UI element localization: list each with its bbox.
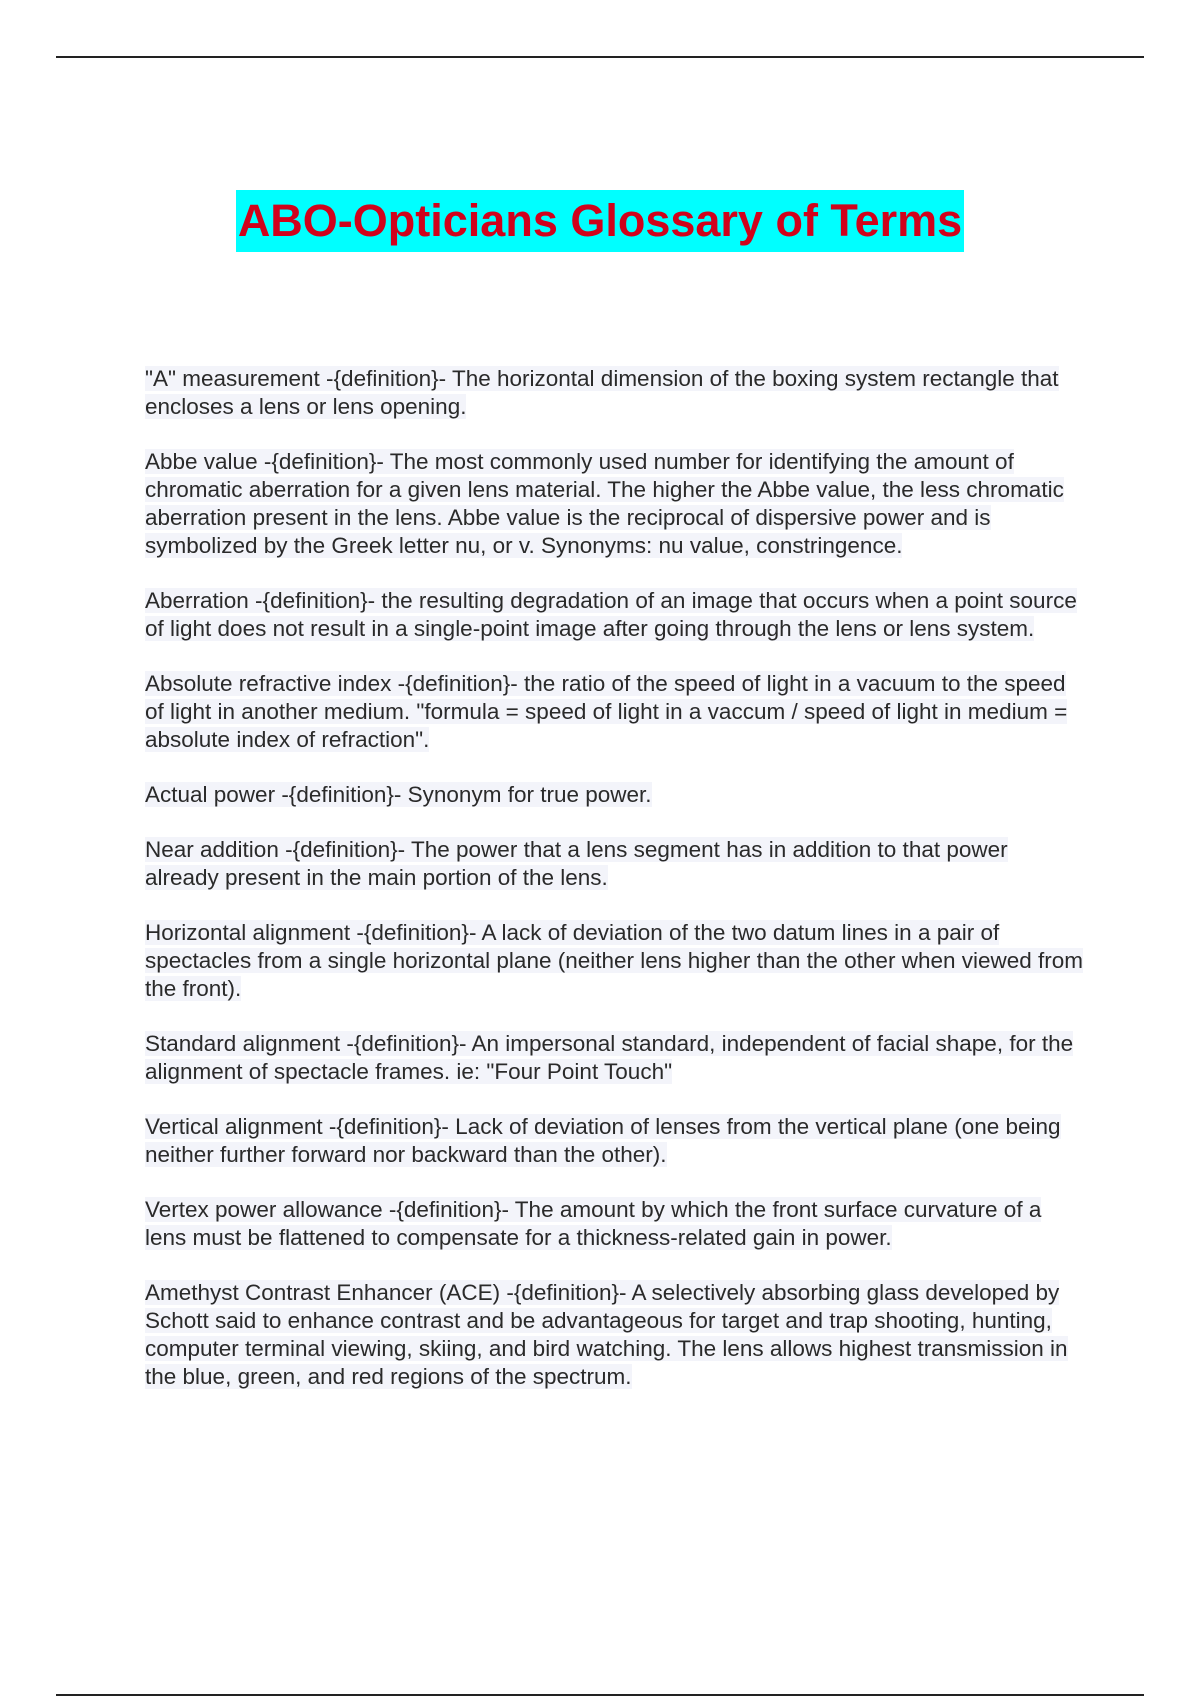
glossary-entry [145,1030,1085,1086]
glossary-entry [145,670,1085,754]
glossary-entry-text: Horizontal alignment -{definition}- A lack of deviation of the two datum lines in a pair of spectacles from a single horizontal plane (neither lens higher than the other when viewed from the front). [145,920,1084,1001]
glossary-entry-text: Vertical alignment -{definition}- Lack of deviation of lenses from the vertical plane (one being neither further forward nor backward than the other). [145,1114,1061,1167]
glossary-entry-text: Abbe value -{definition}- The most commonly used number for identifying the amount of chromatic aberration for a given lens material. The higher the Abbe value, the less chromatic aberration present in the lens. Abbe value is the reciprocal of dispersive power and is symbolized by the Greek letter nu, or v. Synonyms: nu value, constringence. [145,449,1064,558]
glossary-entry-text: Actual power -{definition}- Synonym for true power. [145,782,652,807]
bottom-rule [56,1694,1144,1696]
glossary-entry [145,587,1085,643]
glossary-entry-text: Absolute refractive index -{definition}- the ratio of the speed of light in a vacuum to the speed of light in another medium. "formula = speed of light in a vaccum / speed of light in medium = absolute index of refraction". [145,671,1068,752]
glossary-list [145,365,1085,1418]
glossary-entry [145,781,1085,809]
glossary-entry-text: Vertex power allowance -{definition}- The amount by which the front surface curvature of a lens must be flattened to compensate for a thickness-related gain in power. [145,1197,1042,1250]
glossary-entry [145,836,1085,892]
glossary-entry [145,365,1085,421]
top-rule [56,56,1144,58]
glossary-entry-text: "A" measurement -{definition}- The horizontal dimension of the boxing system rectangle that encloses a lens or lens opening. [145,366,1059,419]
glossary-entry-text: Amethyst Contrast Enhancer (ACE) -{definition}- A selectively absorbing glass developed by Schott said to enhance contrast and be advantageous for target and trap shooting, hunting, computer terminal viewing, skiing, and bird watching. The lens allows highest transmission in the blue, green, and red regions of the spectrum. [145,1280,1068,1389]
glossary-entry [145,919,1085,1003]
glossary-entry-text: Aberration -{definition}- the resulting degradation of an image that occurs when a point source of light does not result in a single-point image after going through the lens or lens system. [145,588,1077,641]
glossary-entry-text: Near addition -{definition}- The power that a lens segment has in addition to that power already present in the main portion of the lens. [145,837,1008,890]
glossary-entry [145,1196,1085,1252]
title-block [0,190,1200,252]
glossary-entry [145,448,1085,560]
page-title: ABO-Opticians Glossary of Terms [236,190,964,252]
glossary-entry [145,1279,1085,1391]
glossary-entry [145,1113,1085,1169]
glossary-entry-text: Standard alignment -{definition}- An impersonal standard, independent of facial shape, for the alignment of spectacle frames. ie: "Four Point Touch" [145,1031,1074,1084]
